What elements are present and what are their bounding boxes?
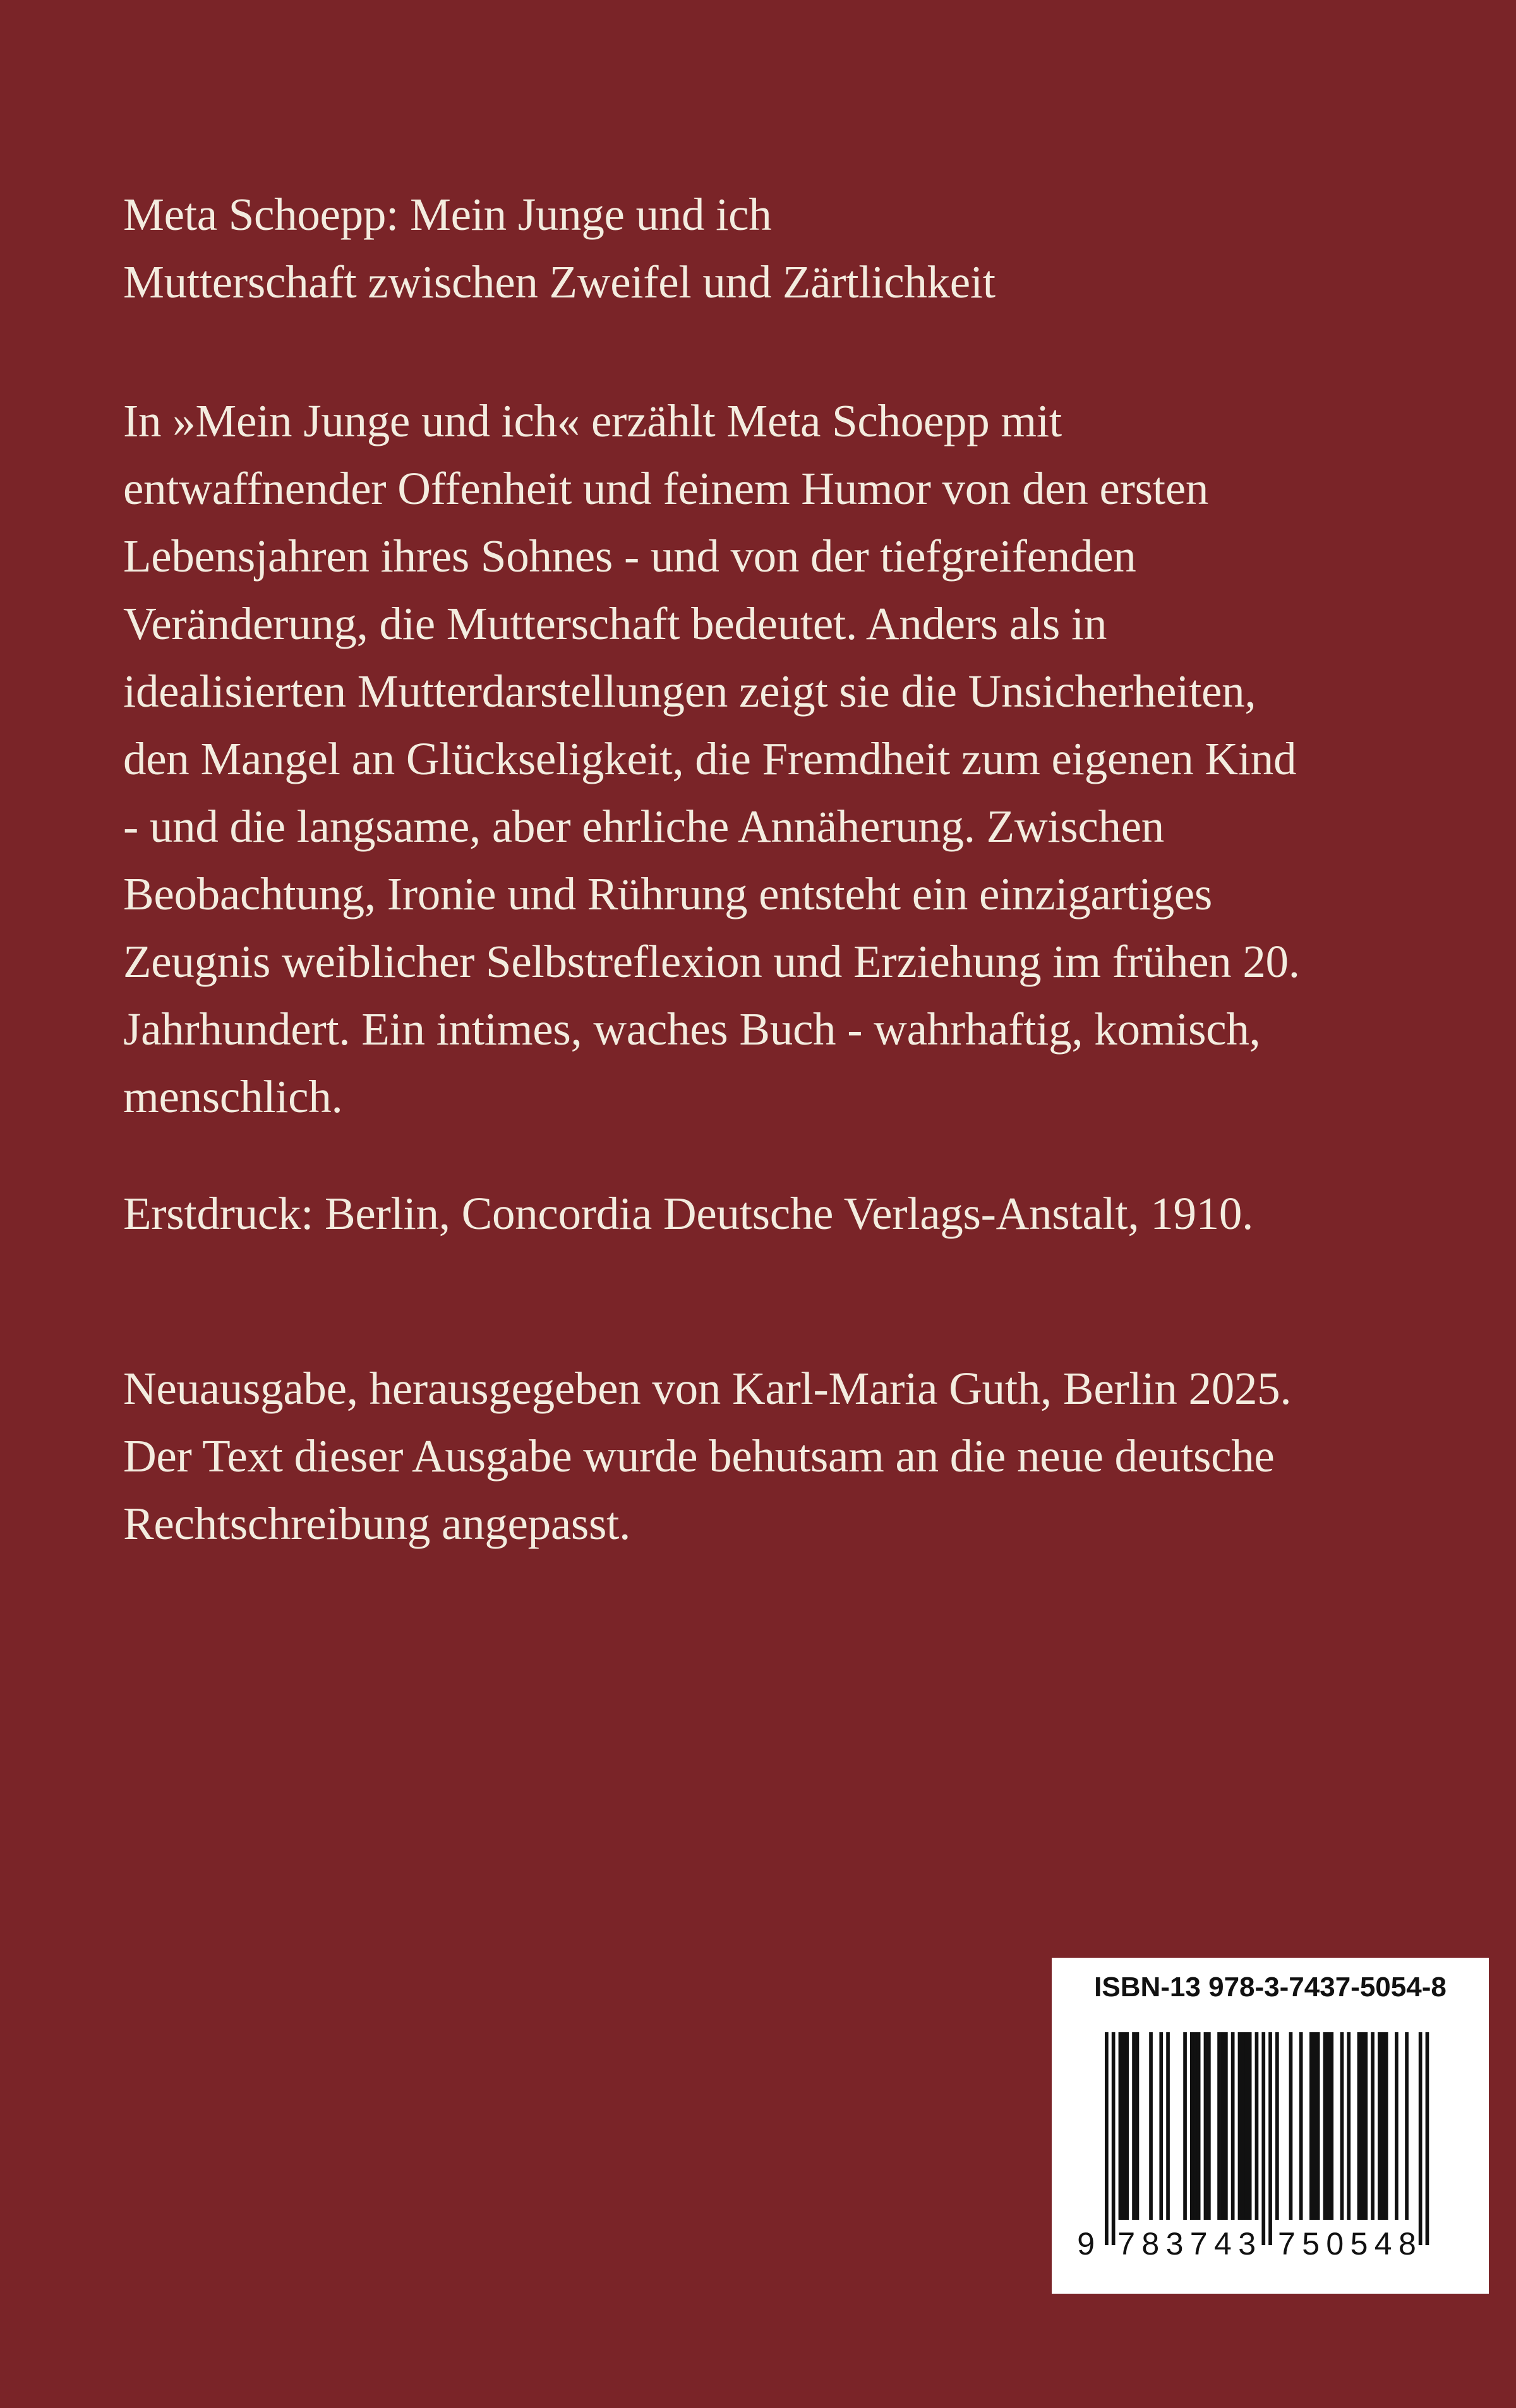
barcode-bar — [1166, 2032, 1170, 2220]
isbn-barcode-box — [1052, 1958, 1489, 2294]
barcode-bar — [1309, 2032, 1313, 2220]
barcode-digits-1: 783743 — [1117, 2226, 1256, 2261]
barcode-bar — [1119, 2032, 1122, 2220]
blurb-line: Veränderung, die Mutterschaft bedeutet. Anders als in — [123, 598, 1107, 649]
barcode-bar — [1231, 2032, 1235, 2220]
barcode-bar — [1149, 2032, 1153, 2220]
barcode-digits-0: 9 — [1077, 2226, 1095, 2261]
edition-line: Rechtschreibung angepasst. — [123, 1498, 631, 1549]
blurb-line: menschlich. — [123, 1071, 343, 1122]
edition-note — [123, 1355, 1424, 1557]
barcode-bar — [1183, 2032, 1187, 2220]
barcode-bar — [1357, 2032, 1361, 2220]
barcode-bar — [1217, 2032, 1221, 2220]
barcode-bar — [1378, 2032, 1381, 2220]
blurb-line: In »Mein Junge und ich« erzählt Meta Schoepp mit — [123, 395, 1062, 446]
edition-line: Neuausgabe, herausgegeben von Karl-Maria Guth, Berlin 2025. — [123, 1363, 1292, 1414]
barcode-bar — [1340, 2032, 1344, 2220]
blurb-line: - und die langsame, aber ehrliche Annäherung. Zwischen — [123, 801, 1165, 852]
edition-line: Der Text dieser Ausgabe wurde behutsam an die neue deutsche — [123, 1430, 1275, 1482]
barcode-bar — [1207, 2032, 1211, 2220]
barcode-bar — [1385, 2032, 1388, 2220]
barcode-guard-bar — [1419, 2032, 1423, 2245]
barcode-bar — [1136, 2032, 1140, 2220]
barcode-bar — [1255, 2032, 1259, 2220]
blurb-line: Zeugnis weiblicher Selbstreflexion und Erziehung im frühen 20. — [123, 936, 1300, 987]
barcode-guard-bar — [1105, 2032, 1109, 2245]
barcode-digits-2: 750548 — [1278, 2226, 1416, 2261]
barcode-bar — [1313, 2032, 1316, 2220]
barcode-bar — [1193, 2032, 1197, 2220]
barcode-bar — [1275, 2032, 1279, 2220]
barcode-bar — [1361, 2032, 1364, 2220]
isbn-label: ISBN-13 978-3-7437-5054-8 — [1094, 1972, 1447, 2003]
barcode-bar — [1244, 2032, 1248, 2220]
barcode-bar — [1204, 2032, 1208, 2220]
barcode-bar — [1241, 2032, 1245, 2220]
ean13-barcode — [1052, 1958, 1489, 2294]
barcode-bar — [1326, 2032, 1330, 2220]
barcode-bar — [1395, 2032, 1399, 2220]
barcode-bar — [1289, 2032, 1293, 2220]
barcode-bar — [1405, 2032, 1409, 2220]
barcode-guard-bar — [1426, 2032, 1429, 2245]
barcode-bar — [1238, 2032, 1242, 2220]
barcode-bar — [1224, 2032, 1228, 2220]
barcode-bar — [1190, 2032, 1194, 2220]
barcode-bar — [1347, 2032, 1351, 2220]
barcode-guard-bar — [1261, 2032, 1265, 2245]
blurb-line: den Mangel an Glückseligkeit, die Fremdheit zum eigenen Kind — [123, 733, 1297, 784]
barcode-bar — [1248, 2032, 1252, 2220]
barcode-bar — [1197, 2032, 1201, 2220]
barcode-bar — [1316, 2032, 1320, 2220]
blurb-line: Beobachtung, Ironie und Rührung entsteht ein einzigartiges — [123, 868, 1213, 919]
first-print-line: Erstdruck: Berlin, Concordia Deutsche Verlags-Anstalt, 1910. — [123, 1188, 1254, 1239]
barcode-guard-bar — [1268, 2032, 1272, 2245]
blurb-paragraph — [123, 387, 1424, 1130]
barcode-bar — [1159, 2032, 1163, 2220]
barcode-bar — [1371, 2032, 1375, 2220]
first-print-note — [123, 1180, 1424, 1247]
barcode-bar — [1364, 2032, 1368, 2220]
barcode-bar — [1299, 2032, 1303, 2220]
barcode-guard-bar — [1112, 2032, 1116, 2245]
barcode-bar — [1221, 2032, 1225, 2220]
barcode-bar — [1125, 2032, 1129, 2220]
barcode-bar — [1122, 2032, 1126, 2220]
blurb-line: idealisierten Mutterdarstellungen zeigt sie die Unsicherheiten, — [123, 666, 1256, 717]
blurb-line: Jahrhundert. Ein intimes, waches Buch - wahrhaftig, komisch, — [123, 1003, 1261, 1055]
barcode-bar — [1323, 2032, 1327, 2220]
barcode-bar — [1132, 2032, 1136, 2220]
blurb-line: entwaffnender Offenheit und feinem Humor von den ersten — [123, 463, 1209, 514]
barcode-bar — [1381, 2032, 1385, 2220]
barcode-bar — [1330, 2032, 1333, 2220]
blurb-line: Lebensjahren ihres Sohnes - und von der tiefgreifenden — [123, 530, 1136, 582]
book-subtitle: Mutterschaft zwischen Zweifel und Zärtlichkeit — [123, 256, 996, 308]
title-block — [123, 181, 1424, 316]
book-author-title: Meta Schoepp: Mein Junge und ich — [123, 189, 772, 240]
